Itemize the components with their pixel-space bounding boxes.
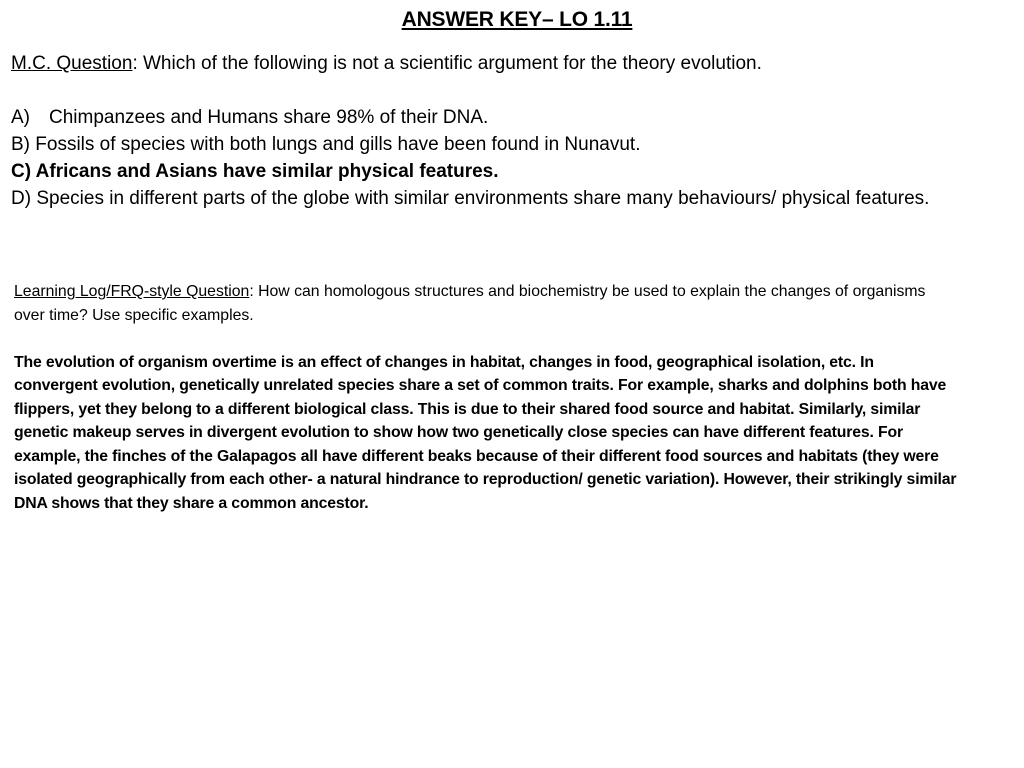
option-b-text: Fossils of species with both lungs and gills have been found in Nunavut. [35,134,641,155]
option-d-text: Species in different parts of the globe with similar environments share many behaviours/ physical features. [36,188,930,209]
option-c-label: C) [11,161,32,182]
option-b-label: B) [11,134,30,155]
mc-question-text: : Which of the following is not a scientific argument for the theory evolution. [132,53,762,74]
option-b [11,131,1011,158]
mc-question-label: M.C. Question [11,53,133,74]
frq-question [14,280,959,327]
page-title: ANSWER KEY– LO 1.11 [401,8,633,31]
option-a-text: Chimpanzees and Humans share 98% of their DNA. [49,107,489,128]
option-c-text: Africans and Asians have similar physical features. [35,161,499,182]
frq-section [14,280,959,515]
mc-section [11,50,1011,212]
option-d-label: D) [11,188,32,209]
frq-question-text: : How can homologous structures and biochemistry be used to explain the changes of organisms over time? Use specific examples. [14,283,926,324]
option-a [11,104,1011,131]
mc-question [11,50,1011,77]
option-c-correct [11,158,1011,185]
frq-answer: The evolution of organism overtime is an effect of changes in habitat, changes in food, geographical isolation, etc. In convergent evolution, genetically unrelated species share a set of common traits. For example, sharks and dolphins both have flippers, yet they belong to a different biological class. This is due to their shared food source and habitat. Similarly, similar genetic makeup serves in divergent evolution to show how two genetically close species can have different features. For example, the finches of the Galapagos all have different beaks because of their different food sources and habitats (they were isolated geographically from each other- a natural hindrance to reproduction/ genetic variation). However, their strikingly similar DNA shows that they share a common ancestor. [14,353,957,512]
frq-question-label: Learning Log/FRQ-style Question [14,283,250,300]
option-d [11,185,1011,212]
option-a-label: A) [11,107,30,128]
